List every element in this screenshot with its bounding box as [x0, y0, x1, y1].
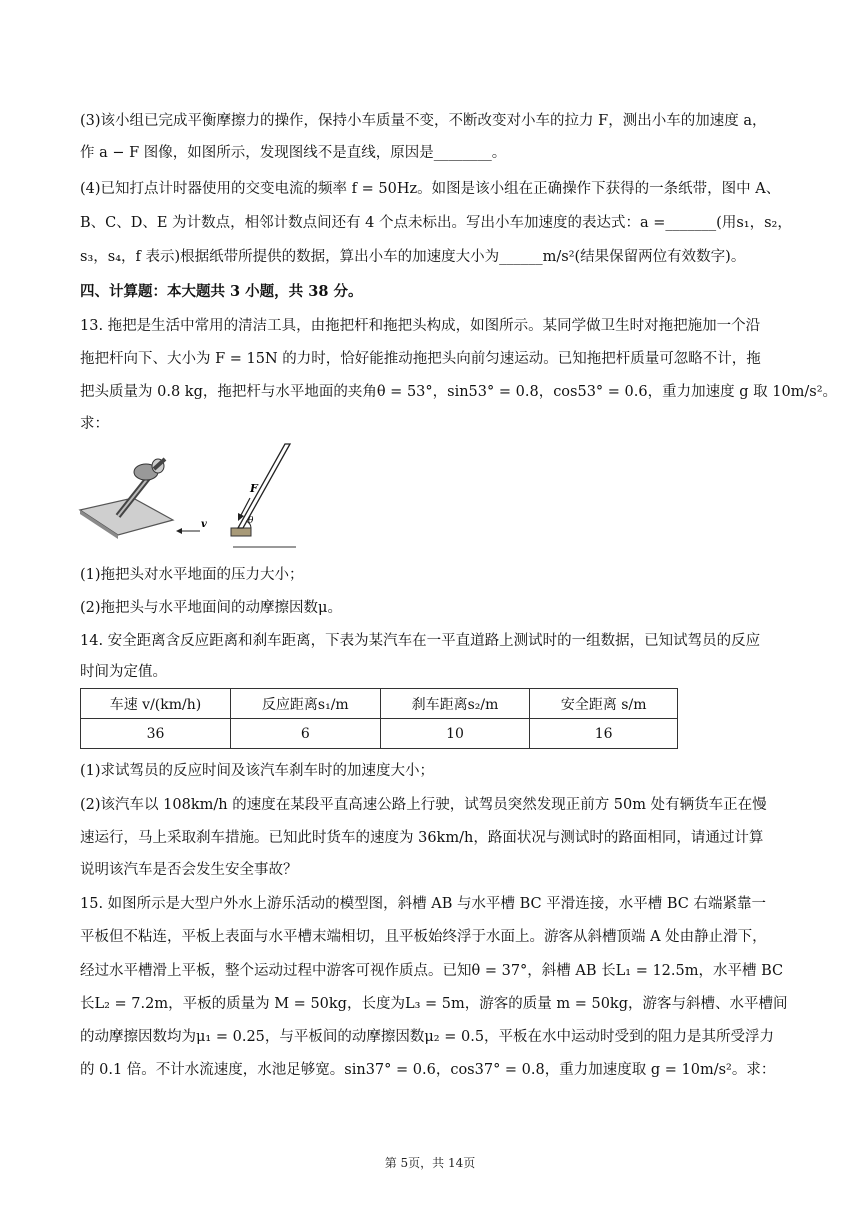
table-header-cell: 反应距离s₁/m [230, 689, 380, 719]
q13-subquestion-2: (2)拖把头与水平地面间的动摩擦因数μ。 [80, 600, 342, 616]
test-data-table [80, 688, 678, 749]
section-heading: 四、计算题：本大题共 3 小题，共 38 分。 [80, 283, 363, 300]
q12-part3-line2: 作 a − F 图像，如图所示，发现图线不是直线，原因是________。 [80, 145, 507, 161]
page-footer: 第 5页，共 14页 [384, 1156, 476, 1170]
q15-line5: 的动摩擦因数均为μ₁ = 0.25，与平板间的动摩擦因数μ₂ = 0.5，平板在水中运动时受到的阻力是其所受浮力 [80, 1029, 775, 1045]
q14-subquestion-2-line3: 说明该汽车是否会发生安全事故？ [80, 862, 298, 878]
table-cell: 16 [530, 719, 678, 749]
table-cell: 36 [81, 719, 231, 749]
table-header-cell: 安全距离 s/m [530, 689, 678, 719]
velocity-label: v [201, 519, 207, 530]
q13-line4: 求： [80, 416, 109, 432]
mop-figure [78, 440, 308, 550]
table-cell: 6 [230, 719, 380, 749]
force-diagram [176, 444, 296, 547]
q12-part4-line3: s₃，s₄，f 表示)根据纸带所提供的数据，算出小车的加速度大小为______m/s²(结果保留两位有效数字)。 [80, 249, 746, 265]
q14-subquestion-2-line1: (2)该汽车以 108km/h 的速度在某段平直高速公路上行驶，试驾员突然发现正前方 50m 处有辆货车正在慢 [80, 797, 767, 813]
angle-label: θ [248, 516, 254, 526]
q13-line1: 13. 拖把是生活中常用的清洁工具，由拖把杆和拖把头构成，如图所示。某同学做卫生时对拖把施加一个沿 [80, 318, 761, 334]
q12-part3-line1: (3)该小组已完成平衡摩擦力的操作，保持小车质量不变，不断改变对小车的拉力 F，测出小车的加速度 a， [80, 113, 767, 129]
q14-line1: 14. 安全距离含反应距离和刹车距离，下表为某汽车在一平直道路上测试时的一组数据，已知试驾员的反应 [80, 633, 761, 649]
table-header-cell: 车速 v/(km/h) [81, 689, 231, 719]
q13-line2: 拖把杆向下、大小为 F = 15N 的力时，恰好能推动拖把头向前匀速运动。已知拖把杆质量可忽略不计，拖 [80, 351, 761, 367]
table-cell: 10 [380, 719, 530, 749]
q15-line4: 长L₂ = 7.2m，平板的质量为 M = 50kg，长度为L₃ = 5m，游客的质量 m = 50kg，游客与斜槽、水平槽间 [80, 996, 788, 1012]
table-row [81, 719, 678, 749]
q12-part4-line1: (4)已知打点计时器使用的交变电流的频率 f = 50Hz。如图是该小组在正确操作下获得的一条纸带，图中 A、 [80, 181, 781, 197]
q13-line3: 把头质量为 0.8 kg，拖把杆与水平地面的夹角θ = 53°，sin53° = 0.8，cos53° = 0.6，重力加速度 g 取 10m/s²。 [80, 384, 838, 400]
q15-line6: 的 0.1 倍。不计水流速度，水池足够宽。sin37° = 0.6，cos37° = 0.8，重力加速度取 g = 10m/s²。求： [80, 1062, 776, 1078]
q14-subquestion-1: (1)求试驾员的反应时间及该汽车刹车时的加速度大小； [80, 763, 435, 779]
q15-line3: 经过水平槽滑上平板，整个运动过程中游客可视作质点。已知θ = 37°，斜槽 AB 长L₁ = 12.5m，水平槽 BC [80, 963, 784, 979]
table-header-cell: 刹车距离s₂/m [380, 689, 530, 719]
mop-photo [80, 459, 173, 539]
force-label: F [250, 482, 258, 495]
q15-line2: 平板但不粘连，平板上表面与水平槽末端相切，且平板始终浮于水面上。游客从斜槽顶端 A 处由静止滑下， [80, 929, 767, 945]
q14-subquestion-2-line2: 速运行，马上采取刹车措施。已知此时货车的速度为 36km/h，路面状况与测试时的路面相同，请通过计算 [80, 830, 764, 846]
q13-subquestion-1: (1)拖把头对水平地面的压力大小； [80, 567, 304, 583]
q12-part4-line2: B、C、D、E 为计数点，相邻计数点间还有 4 个点未标出。写出小车加速度的表达式：a =_______(用s₁，s₂， [80, 215, 792, 231]
q15-line1: 15. 如图所示是大型户外水上游乐活动的模型图，斜槽 AB 与水平槽 BC 平滑连接，水平槽 BC 右端紧靠一 [80, 896, 766, 912]
q14-line2: 时间为定值。 [80, 664, 167, 680]
table-header-row [81, 689, 678, 719]
